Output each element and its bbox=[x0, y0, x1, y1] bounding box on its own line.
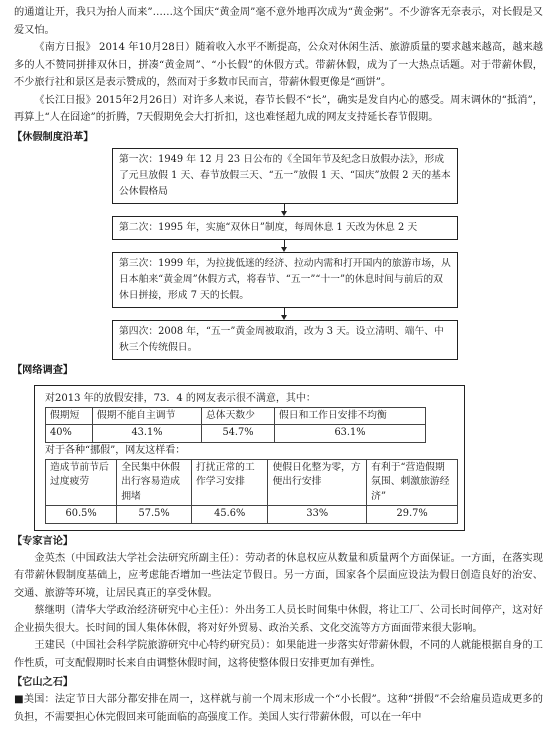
survey-intro-2: 对于各种“挪假”，网友这样看： bbox=[45, 444, 186, 456]
table-cell: 57.5% bbox=[117, 506, 192, 524]
table-row bbox=[46, 459, 458, 506]
flow-step-3: 第三次：1999 年，为拉拢低迷的经济、拉动内需和打开国内的旅游市场，从日本舶来“黄金周”休假方式，将春节、“五一”“十一”的休息时间与前后的双休日拼接，形成 7 天的长假。 bbox=[112, 252, 458, 308]
section-heading-system: 【休假制度沿革】 bbox=[12, 130, 94, 143]
table-row bbox=[46, 506, 458, 524]
table-cell: 总体天数少 bbox=[202, 407, 275, 425]
table-cell: 40% bbox=[46, 425, 93, 443]
table-cell: 33% bbox=[268, 506, 367, 524]
expert-paragraph-1: 金英杰（中国政法大学社会法研究所副主任）：劳动者的休息权应从数量和质量两个方面保证。一方面，在落实现有带薪休假制度基础上，应考虑能否增加一些法定节假日。另一方面，国家各个层面应设法为假日创造良好的治安、交通、旅游等环境，让居民真正的享受休假。 bbox=[14, 552, 543, 599]
survey-box bbox=[34, 385, 465, 531]
survey-intro-1: 对2013 年的放假安排，73．4 的网友表示很不满意，其中： bbox=[45, 392, 316, 404]
table-cell: 45.6% bbox=[191, 506, 268, 524]
table-cell: 29.7% bbox=[367, 506, 458, 524]
others-paragraph: ■美国：法定节日大部分都安排在周一，这样就与前一个周末形成一个“小长假”。这种“拼假”不会给雇员造成更多的负担，不需要担心休完假回来可能面临的高强度工作。美国人实行带薪休假，可以在一年中 bbox=[14, 694, 543, 723]
table-cell: 有利于“营造假期氛围、刺激旅游经济” bbox=[367, 459, 458, 506]
table-cell: 63.1% bbox=[275, 425, 426, 443]
table-row bbox=[46, 407, 426, 425]
flowchart bbox=[112, 148, 458, 360]
survey-table-2 bbox=[45, 459, 458, 524]
paragraph-1: 的通道让开，我只为抬人而来”……这个国庆“黄金周”毫不意外地再次成为“黄金粥”。不少游客无奈表示，对长假是又爱又怕。 bbox=[14, 7, 543, 36]
section-heading-survey: 【网络调查】 bbox=[12, 363, 74, 376]
section-heading-others: 【它山之石】 bbox=[12, 676, 74, 688]
table-cell: 全民集中休假出行容易造成拥堵 bbox=[117, 459, 192, 506]
table-cell: 54.7% bbox=[202, 425, 275, 443]
table-row bbox=[46, 425, 426, 443]
flow-step-1: 第一次：1949 年 12 月 23 日公布的《全国年节及纪念日放假办法》，形成了元旦放假 1 天、春节放假三天、“五一”放假 1 天、“国庆”放假 2 天的基本公休假格局 bbox=[112, 148, 458, 204]
table-cell: 造成节前节后过度疲劳 bbox=[46, 459, 117, 506]
flow-step-2: 第二次：1995 年，实施“双休日”制度，每周休息 1 天改为休息 2 天 bbox=[112, 216, 458, 240]
table-cell: 使假日化整为零，方便出行安排 bbox=[268, 459, 367, 506]
section-heading-experts: 【专家言论】 bbox=[12, 534, 74, 547]
table-cell: 假日和工作日安排不均衡 bbox=[275, 407, 426, 425]
paragraph-3: 《长江日报》2015年2月26日）对许多人来说，春节长假不“长”，确实是发自内心的感受。周末调休的“抵消”，再算上“人在囧途”的折腾，7天假期免会大打折扣，这也难怪超九成的网友支持延长春节假期。 bbox=[14, 94, 543, 123]
down-arrow-icon bbox=[112, 308, 458, 320]
down-arrow-icon bbox=[112, 204, 458, 216]
table-cell: 假期不能自主调节 bbox=[93, 407, 202, 425]
expert-paragraph-2: 蔡继明（清华大学政治经济研究中心主任）：外出务工人员长时间集中休假，将让工厂、公司长时间停产，这对好企业损失很大。长时间的国人集体休假，将对好外贸易、政治关系、文化交流等方方面面带来很大影响。 bbox=[14, 605, 543, 634]
table-cell: 假期短 bbox=[46, 407, 93, 425]
table-cell: 60.5% bbox=[46, 506, 117, 524]
paragraph-2: 《南方日报》 2014 年10月28日）随着收入水平不断提高，公众对休闲生活、旅游质量的要求越来越高，越来越多的人不赞同拼排双休日，拼凑“黄金周”、“小长假”的休假方式。带薪休假，成为了一大热点话题。对于带薪休假，不少旅行社和景区是表示赞成的，然而对于多数市民而言，带薪休假更像是“画饼”。 bbox=[14, 42, 543, 88]
flow-step-4: 第四次：2008 年，“五一”黄金周被取消，改为 3 天。设立清明、端午、中秋三个传统假日。 bbox=[112, 320, 458, 360]
down-arrow-icon bbox=[112, 240, 458, 252]
table-cell: 打扰正常的工作学习安排 bbox=[191, 459, 268, 506]
expert-paragraph-3: 王建民（中国社会科学院旅游研究中心特约研究员）：如果能进一步落实好带薪休假，不同的人就能根据自身的工作性质，可支配假期时长来自由调整休假时间，这将使整体假日安排更加有弹性。 bbox=[14, 640, 543, 669]
survey-table-1 bbox=[45, 407, 426, 443]
table-cell: 43.1% bbox=[93, 425, 202, 443]
